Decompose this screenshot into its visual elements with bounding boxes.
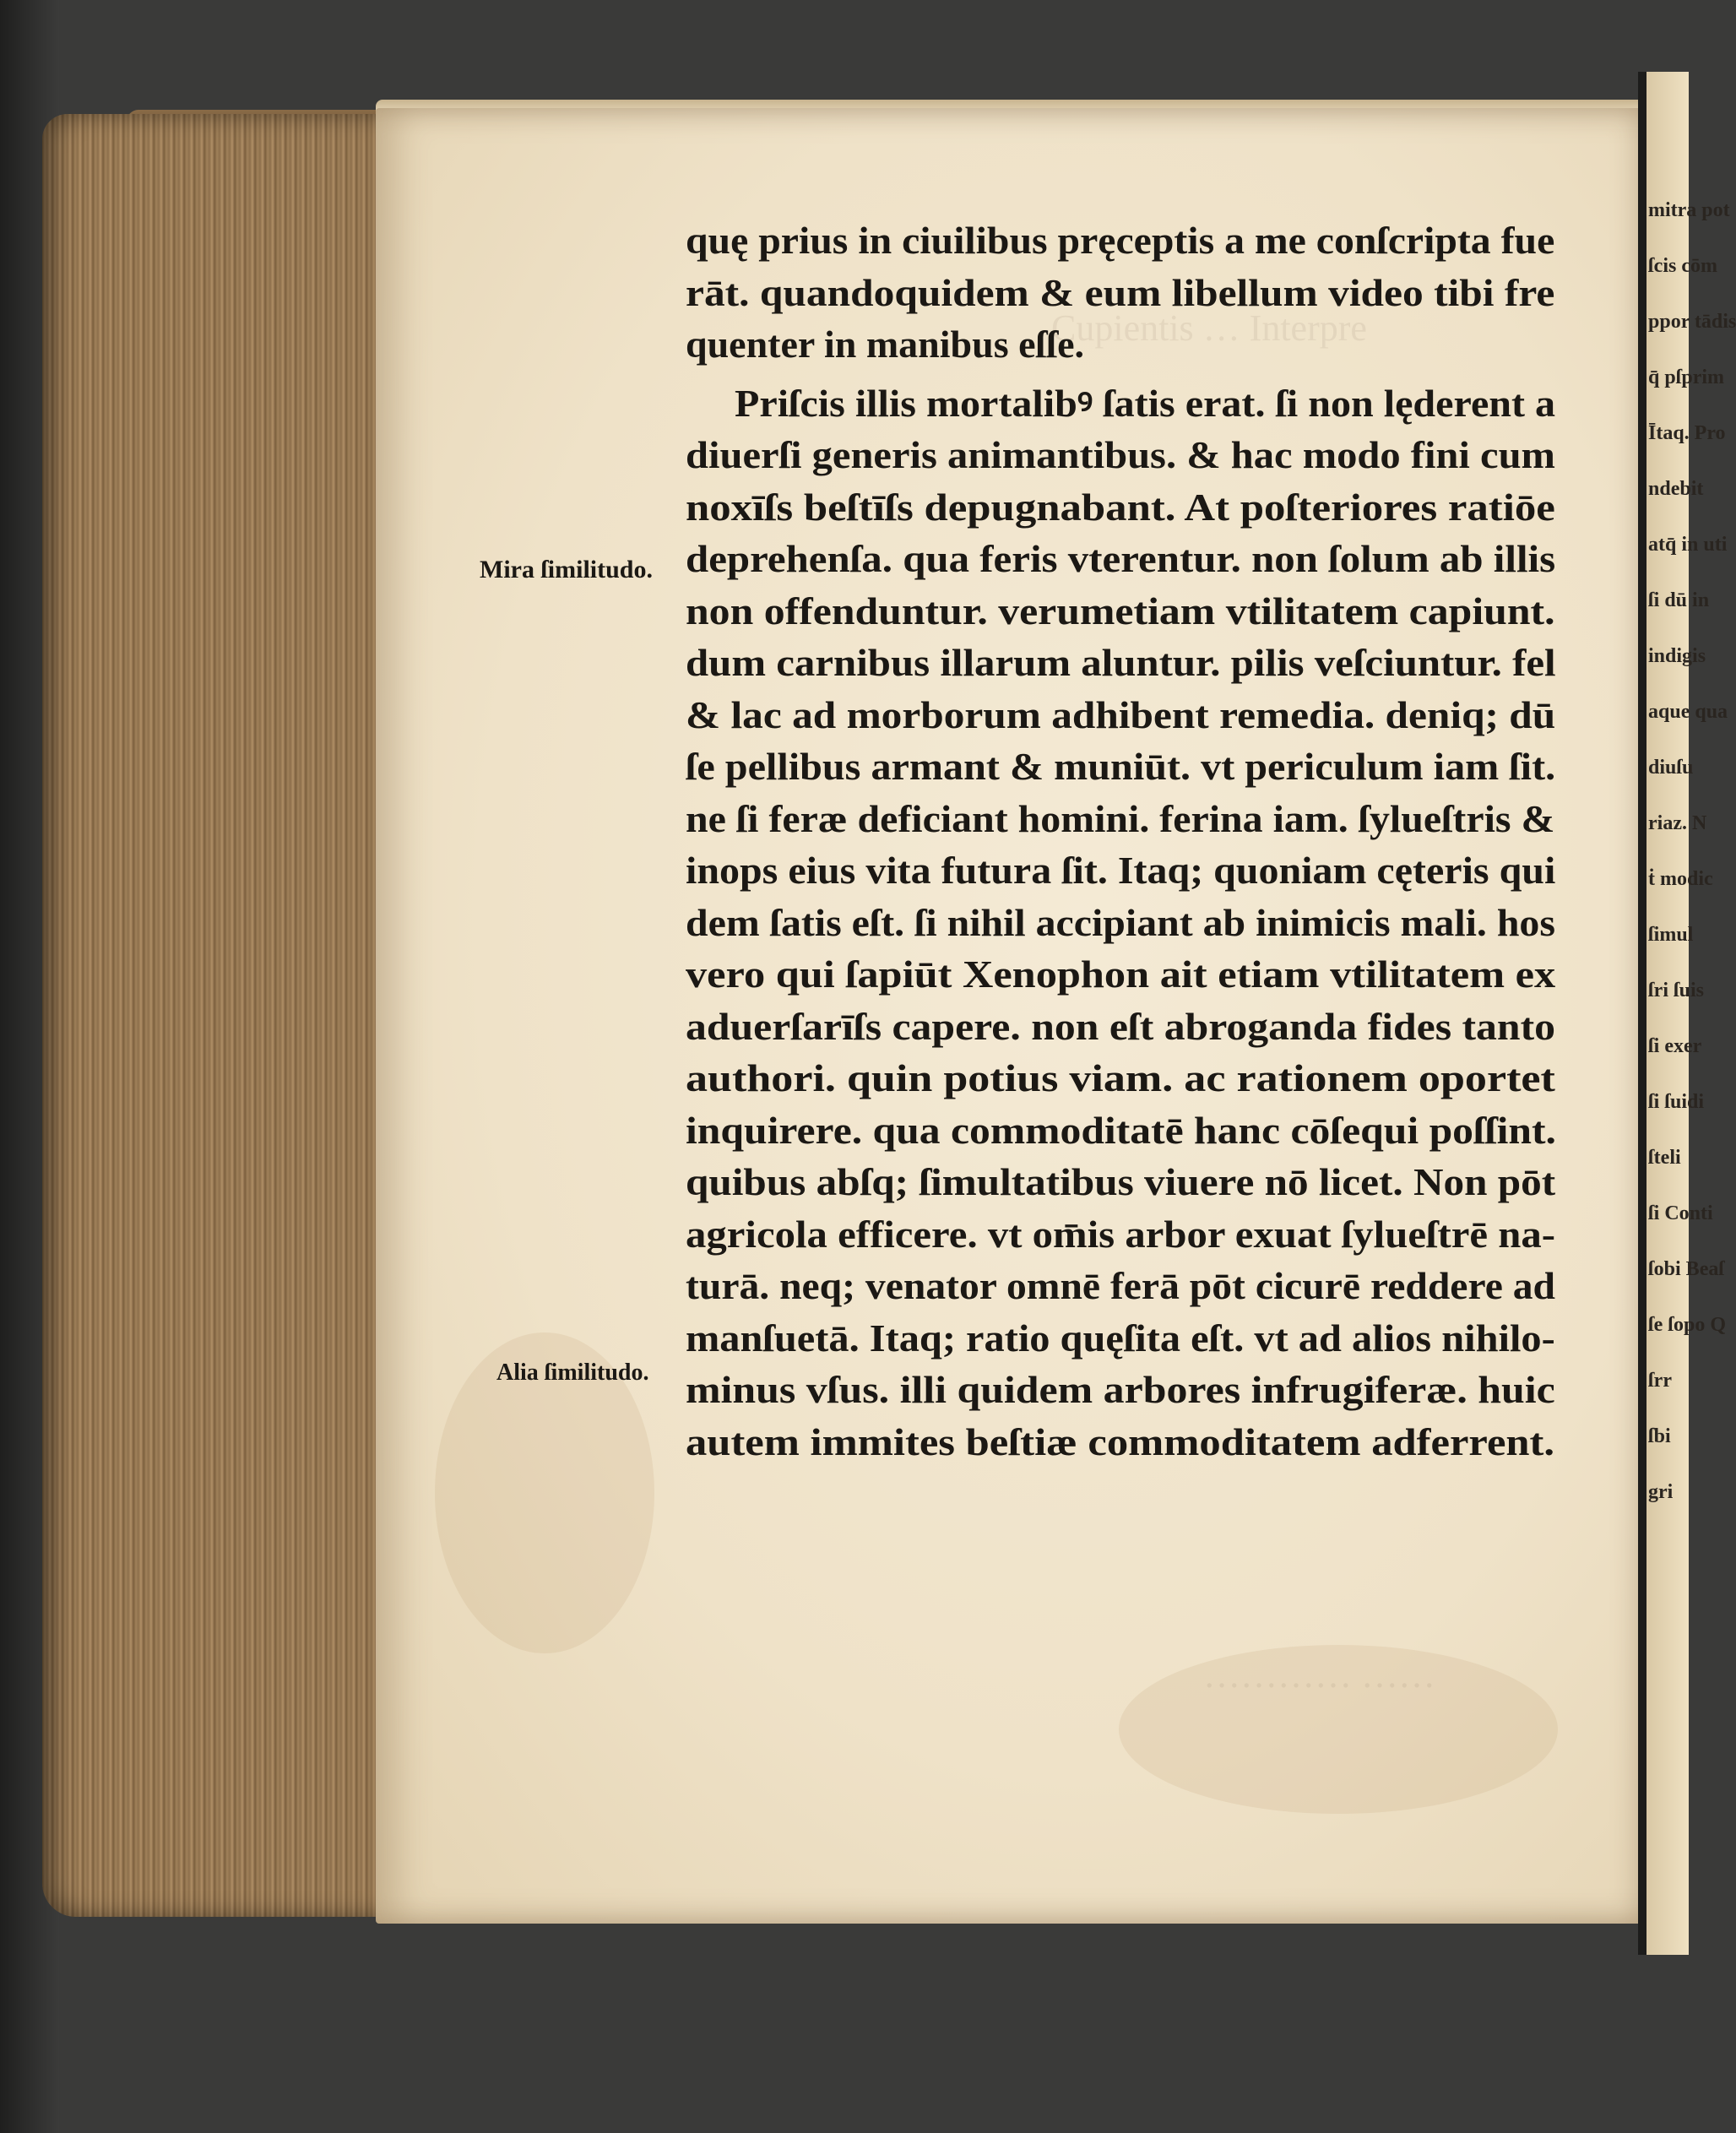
text-line: aduerſarīſs capere. non eſt abroganda fides tanto [686, 1004, 1556, 1048]
text-line: turā. neq; venator omnē ferā pōt cicurē reddere ad [686, 1264, 1556, 1307]
facing-page-fragment: ſi Conti [1648, 1202, 1713, 1224]
facing-page-fragment: ſimul [1648, 924, 1694, 946]
facing-page-fragment: ſteli [1648, 1147, 1681, 1169]
facing-page-fragment: gri [1648, 1481, 1674, 1503]
text-line: rāt. quandoquidem & eum libellum video tibi fre [686, 270, 1555, 314]
text-line: quę prius in ciuilibus pręceptis a me conſcripta fue [686, 219, 1555, 262]
text-line: autem immites beſtiæ commoditatem adferrent. [686, 1419, 1555, 1463]
facing-page-fragment: riaz. N [1648, 812, 1707, 834]
facing-page-fragment: ſe ſopo Q [1648, 1314, 1727, 1336]
facing-page-fragment: ſobi Beaſ [1648, 1258, 1725, 1280]
facing-page-fragment: mitra pot [1648, 199, 1730, 221]
text-line: quenter in manibus eſſe. [686, 323, 1084, 366]
text-line: non offenduntur. verumetiam vtilitatem capiunt. [686, 589, 1555, 632]
facing-page-fragment: ppor tādis [1648, 311, 1736, 333]
facing-page-fragment: diuſu [1648, 757, 1694, 779]
facing-page-fragment: indigis [1648, 645, 1706, 667]
facing-page-fragment: atq̄ in uti [1648, 534, 1728, 556]
text-line: ne ſi feræ deficiant homini. ferina iam. ſylueſtris & [686, 796, 1555, 840]
text-line: dem ſatis eſt. ſi nihil accipiant ab inimicis mali. hos [686, 900, 1555, 944]
facing-page-edge [1646, 72, 1736, 1955]
text-line: agricola efficere. vt om̄is arbor exuat ſylueſtrē na- [686, 1212, 1555, 1256]
text-line: quibus abſq; ſimultatibus viuere nō licet. Non pōt [686, 1160, 1556, 1203]
facing-page-fragment: ſcis cōm [1648, 255, 1717, 277]
text-line: & lac ad morborum adhibent remedia. deniq; dū [686, 692, 1556, 736]
text-line: Priſcis illis mortalibꝰ ſatis erat. ſi non lęderent a [735, 381, 1556, 425]
text-line: minus vſus. illi quidem arbores infrugiferæ. huic [686, 1368, 1555, 1411]
text-line: noxīſs beſtīſs depugnabant. At poſteriores ratiōe [686, 485, 1555, 529]
facing-page-fragment: ſbi [1648, 1425, 1671, 1447]
text-line: ſe pellibus armant & muniūt. vt periculum iam ſit. [686, 745, 1556, 788]
facing-page-fragment: ſri ſuis [1648, 980, 1705, 1001]
show-through-text: Cupientis … Interpre [1051, 307, 1367, 349]
facing-page-fragment: ſi dū in [1648, 589, 1710, 611]
facing-page-fragment: ndebit [1648, 478, 1704, 500]
text-line: authori. quin potius viam. ac rationem oportet [686, 1056, 1555, 1099]
facing-page-fragment: ṫ modic [1648, 868, 1713, 890]
text-line: manſuetā. Itaq; ratio quęſita eſt. vt ad alios nihilo- [686, 1316, 1555, 1360]
text-line: inops eius vita futura ſit. Itaq; quoniam cęteris qui [686, 849, 1556, 892]
facing-page-fragment: aque qua [1648, 701, 1728, 723]
page-edges-stack [42, 114, 380, 1917]
facing-page-fragment: ſi exer [1648, 1035, 1702, 1057]
show-through-text: ………… …… [1203, 1654, 1435, 1696]
margin-note-mira: Mira ſimilitudo. [480, 556, 653, 583]
text-line: dum carnibus illarum aluntur. pilis veſciuntur. fel [686, 641, 1556, 684]
facing-page-fragment: ſi ſuidi [1648, 1091, 1705, 1113]
text-line: diuerſi generis animantibus. & hac modo fini cum [686, 433, 1555, 476]
facing-page-fragment: q̄ pſprim [1648, 366, 1725, 388]
margin-note-alia: Alia ſimilitudo. [496, 1360, 649, 1386]
text-line: deprehenſa. qua feris vterentur. non ſolum ab illis [686, 537, 1556, 580]
facing-page-fragment: Ītaq. Pro [1648, 422, 1726, 444]
text-line: vero qui ſapiūt Xenophon ait etiam vtilitatem ex [686, 953, 1556, 996]
facing-page-fragment: ſrr [1648, 1370, 1672, 1392]
text-line: inquirere. qua commoditatē hanc cōſequi poſſint. [686, 1108, 1556, 1152]
